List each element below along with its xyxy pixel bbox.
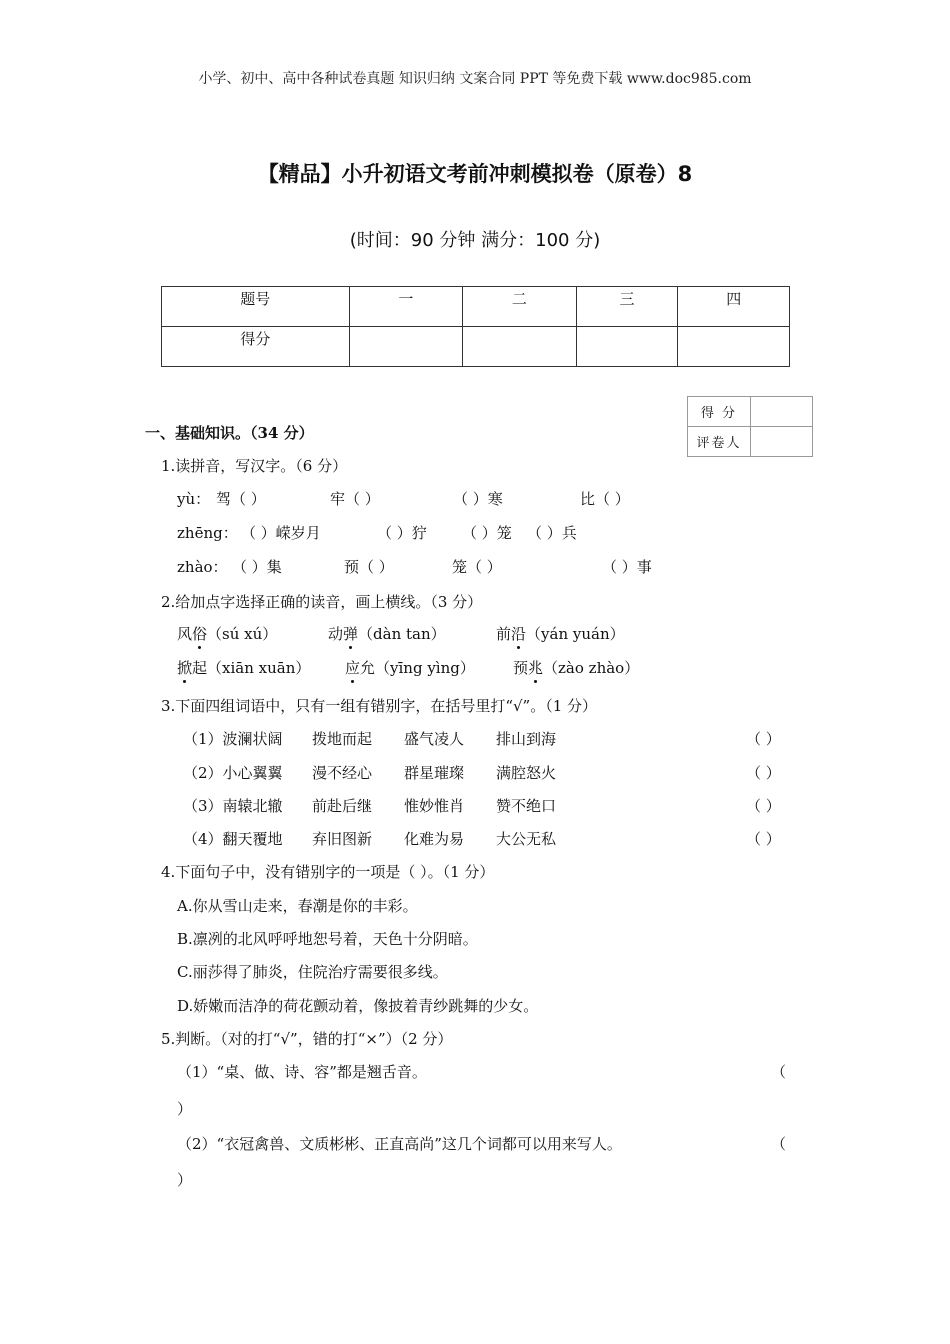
q3-row-3-w1: （3）南辕北辙 xyxy=(183,797,283,815)
q3-row-2-w1: （2）小心翼翼 xyxy=(183,764,283,782)
score-table-score-row xyxy=(162,327,790,367)
q3-row-2-answer[interactable]: （ ） xyxy=(746,764,781,782)
q1-r2-a: （ ）嵘岁月 xyxy=(241,524,321,542)
q1-r2-d: （ ）兵 xyxy=(527,524,577,542)
q1-r1-pinyin: yù： xyxy=(177,490,211,508)
score-cell[interactable] xyxy=(349,327,463,367)
q5-item-1-paren-close: ） xyxy=(177,1100,193,1118)
q3-row-1-w2: 拨地而起 xyxy=(312,730,373,748)
q3-row-1-w3: 盛气凌人 xyxy=(404,730,465,748)
grader-score-label: 得 分 xyxy=(688,397,751,427)
q5-item-2-paren-close: ） xyxy=(177,1171,193,1189)
q1-r1-a: 驾（ ） xyxy=(216,490,266,508)
q3-row-1-answer[interactable]: （ ） xyxy=(746,730,781,748)
q3-row-2-w2: 漫不经心 xyxy=(312,764,373,782)
q1-r1-c: （ ）寒 xyxy=(453,490,503,508)
q1-r3-pinyin: zhào： xyxy=(177,558,228,576)
page-header: 小学、初中、高中各种试卷真题 知识归纳 文案合同 PPT 等免费下载 www.doc985.com xyxy=(198,71,752,87)
section-1-heading: 一、基础知识。（34 分） xyxy=(145,424,314,442)
score-table-header-row xyxy=(162,287,790,327)
score-table-col-3: 三 xyxy=(576,287,678,327)
score-cell[interactable] xyxy=(678,327,790,367)
score-table-col-4: 四 xyxy=(678,287,790,327)
q5-item-2: （2）“衣冠禽兽、文质彬彬、正直高尚”这几个词都可以用来写人。 xyxy=(177,1135,622,1153)
q3-row-4-w3: 化难为易 xyxy=(404,830,465,848)
q1-r3-b: 预（ ） xyxy=(344,558,394,576)
q4-stem: 4.下面句子中，没有错别字的一项是（ ）。（1 分） xyxy=(161,863,495,881)
q2-item: 掀起（xiān xuān） xyxy=(177,659,311,677)
q4-option-d: D.娇嫩而洁净的荷花颤动着，像披着青纱跳舞的少女。 xyxy=(177,997,539,1015)
q5-item-1-paren-open[interactable]: （ xyxy=(771,1063,787,1081)
score-table-col-2: 二 xyxy=(463,287,577,327)
q5-item-1: （1）“桌、做、诗、容”都是翘舌音。 xyxy=(177,1063,427,1081)
q3-row-3-w2: 前赴后继 xyxy=(312,797,373,815)
q5-stem: 5.判断。（对的打“√”，错的打“×”）（2 分） xyxy=(161,1030,453,1048)
exam-subtitle: (时间：90 分钟 满分：100 分) xyxy=(349,230,601,251)
q4-option-b: B.凛冽的北风呼呼地恕号着，天色十分阴暗。 xyxy=(177,930,478,948)
score-table-score-label: 得分 xyxy=(162,327,350,367)
q3-stem: 3.下面四组词语中，只有一组有错别字，在括号里打“√”。（1 分） xyxy=(161,697,598,715)
q3-row-1-w1: （1）波澜状阔 xyxy=(183,730,283,748)
q1-r2-c: （ ）笼 xyxy=(462,524,512,542)
q1-stem: 1.读拼音，写汉字。（6 分） xyxy=(161,457,348,475)
q3-row-1-w4: 排山到海 xyxy=(496,730,557,748)
q4-option-a: A.你从雪山走来，春潮是你的丰彩。 xyxy=(177,897,418,915)
q1-r3-a: （ ）集 xyxy=(232,558,282,576)
grader-box xyxy=(687,396,813,457)
q3-row-3-answer[interactable]: （ ） xyxy=(746,797,781,815)
q2-item: 应允（yīng yìng） xyxy=(345,659,475,677)
q1-r3-c: 笼（ ） xyxy=(452,558,502,576)
q3-row-4-w4: 大公无私 xyxy=(496,830,557,848)
q1-r3-d: （ ）事 xyxy=(602,558,652,576)
q4-option-c: C.丽莎得了肺炎，住院治疗需要很多线。 xyxy=(177,963,448,981)
grader-score-cell[interactable] xyxy=(751,397,813,427)
q3-row-2-w3: 群星璀璨 xyxy=(404,764,465,782)
grader-name-cell[interactable] xyxy=(751,427,813,457)
q1-r1-b: 牢（ ） xyxy=(330,490,380,508)
score-cell[interactable] xyxy=(463,327,577,367)
score-table-col-1: 一 xyxy=(349,287,463,327)
q1-r2-pinyin: zhēng： xyxy=(177,524,238,542)
q2-item: 动弹（dàn tan） xyxy=(328,625,446,643)
q2-item: 风俗（sú xú） xyxy=(177,625,278,643)
q3-row-4-answer[interactable]: （ ） xyxy=(746,830,781,848)
q3-row-4-w1: （4）翻天覆地 xyxy=(183,830,283,848)
q3-row-3-w3: 惟妙惟肖 xyxy=(404,797,465,815)
q1-r2-b: （ ）狞 xyxy=(377,524,427,542)
q3-row-3-w4: 赞不绝口 xyxy=(496,797,557,815)
score-table-header-label: 题号 xyxy=(162,287,350,327)
score-cell[interactable] xyxy=(576,327,678,367)
grader-name-label: 评卷人 xyxy=(688,427,751,457)
q3-row-2-w4: 满腔怒火 xyxy=(496,764,557,782)
exam-title: 【精品】小升初语文考前冲刺模拟卷（原卷）8 xyxy=(257,162,693,186)
score-table xyxy=(161,286,790,367)
q5-item-2-paren-open[interactable]: （ xyxy=(771,1135,787,1153)
q2-item: 预兆（zào zhào） xyxy=(513,659,640,677)
q1-r1-d: 比（ ） xyxy=(580,490,630,508)
q3-row-4-w2: 弃旧图新 xyxy=(312,830,373,848)
q2-item: 前沿（yán yuán） xyxy=(496,625,625,643)
q2-stem: 2.给加点字选择正确的读音，画上横线。（3 分） xyxy=(161,593,483,611)
